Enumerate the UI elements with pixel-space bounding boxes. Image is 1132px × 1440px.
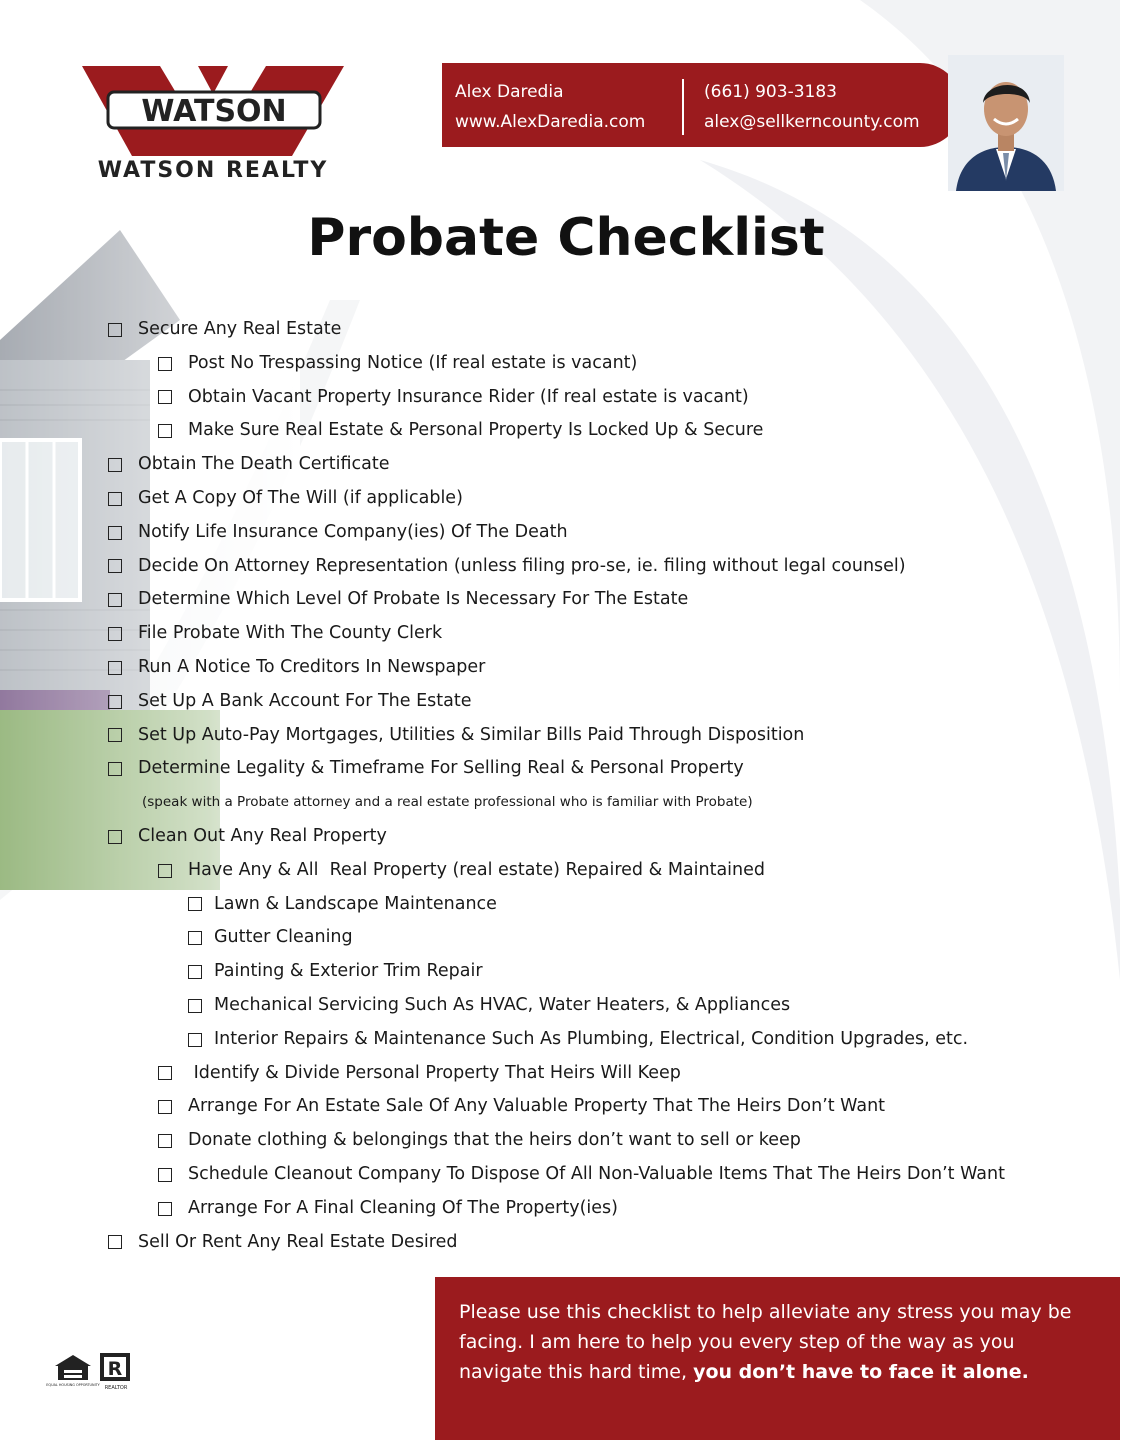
checkbox-icon[interactable]: [108, 458, 122, 472]
checklist-item: [108, 1057, 1005, 1091]
callout-text: Please use this checklist to help alleviate any stress you may be facing. I am here to help you every step of the way as you navigate this hard time,: [459, 1301, 1072, 1383]
checklist-item-label: Determine Which Level Of Probate Is Necessary For The Estate: [138, 589, 689, 610]
checklist-item: [108, 617, 1005, 651]
svg-text:R: R: [107, 1358, 123, 1380]
agent-name: Alex Daredia: [455, 82, 564, 102]
checkbox-icon[interactable]: [158, 1134, 172, 1148]
checklist-item: [108, 752, 1005, 786]
checklist-item: [108, 516, 1005, 550]
checkbox-icon[interactable]: [158, 1168, 172, 1182]
checklist-item-label: Clean Out Any Real Property: [138, 825, 387, 846]
checklist-item: [108, 313, 1005, 347]
checkbox-icon[interactable]: [108, 492, 122, 506]
checklist-item: [108, 347, 1005, 381]
checkbox-icon[interactable]: [108, 559, 122, 573]
checkbox-icon[interactable]: [158, 1100, 172, 1114]
checklist-item: [108, 448, 1005, 482]
checklist-item: [108, 854, 1005, 888]
checklist-item: [108, 685, 1005, 719]
checkbox-icon[interactable]: [188, 999, 202, 1013]
agent-phone-link[interactable]: (661) 903-3183: [704, 82, 837, 102]
checklist-item-label: Schedule Cleanout Company To Dispose Of All Non-Valuable Items That The Heirs Don’t Want: [188, 1163, 1005, 1184]
checklist-item: [108, 482, 1005, 516]
checklist-item-label: Lawn & Landscape Maintenance: [214, 893, 497, 914]
checklist-item-label: Gutter Cleaning: [214, 927, 353, 948]
checkbox-icon[interactable]: [158, 357, 172, 371]
checkbox-icon[interactable]: [108, 593, 122, 607]
checkbox-icon[interactable]: [188, 965, 202, 979]
agent-email-link[interactable]: alex@sellkerncounty.com: [704, 112, 920, 132]
checklist-item: [108, 414, 1005, 448]
checkbox-icon[interactable]: [188, 1033, 202, 1047]
checklist-item-label: Arrange For An Estate Sale Of Any Valuable Property That The Heirs Don’t Want: [188, 1096, 886, 1117]
checklist-item-label: Decide On Attorney Representation (unless filing pro-se, ie. filing without legal counsel): [138, 555, 906, 576]
checklist-item-label: Secure Any Real Estate: [138, 319, 342, 339]
checklist-item-label: Mechanical Servicing Such As HVAC, Water Heaters, & Appliances: [214, 994, 791, 1015]
equal-housing-icon: [46, 1352, 100, 1392]
checklist-item: [108, 1023, 1005, 1057]
checkbox-icon[interactable]: [108, 661, 122, 675]
checklist-item-label: Set Up Auto-Pay Mortgages, Utilities & Similar Bills Paid Through Disposition: [138, 724, 805, 745]
agent-portrait-icon: [948, 55, 1064, 191]
checklist-item: [108, 921, 1005, 955]
checklist-item: [108, 888, 1005, 922]
checklist-item: [108, 1192, 1005, 1226]
checklist-item: [108, 381, 1005, 415]
page-title: Probate Checklist: [307, 208, 825, 268]
checklist-item-label: Arrange For A Final Cleaning Of The Property(ies): [188, 1197, 618, 1218]
probate-checklist: [108, 313, 1005, 1259]
checkbox-icon[interactable]: [108, 830, 122, 844]
checklist-note: [108, 786, 1005, 820]
svg-text:REALTOR: REALTOR: [104, 1385, 128, 1391]
checkbox-icon[interactable]: [158, 1066, 172, 1080]
checkbox-icon[interactable]: [158, 424, 172, 438]
checklist-item-label: Post No Trespassing Notice (If real estate is vacant): [188, 352, 638, 373]
agent-phone-email: [704, 77, 920, 137]
checklist-item-label: Interior Repairs & Maintenance Such As Plumbing, Electrical, Condition Upgrades, etc.: [214, 1028, 969, 1049]
checklist-item: [108, 550, 1005, 584]
realtor-icon: [97, 1352, 135, 1392]
checklist-item: [108, 1124, 1005, 1158]
checklist-item: [108, 583, 1005, 617]
checklist-note-text: (speak with a Probate attorney and a real estate professional who is familiar with Probate): [142, 794, 753, 811]
encouragement-callout: [435, 1277, 1120, 1440]
checklist-item-label: Obtain Vacant Property Insurance Rider (If real estate is vacant): [188, 386, 749, 407]
checklist-item-label: Donate clothing & belongings that the heirs don’t want to sell or keep: [188, 1130, 801, 1151]
agent-contact-banner: [442, 63, 962, 147]
checkbox-icon[interactable]: [108, 695, 122, 709]
company-name: WATSON REALTY: [97, 158, 329, 183]
checkbox-icon[interactable]: [158, 1202, 172, 1216]
checklist-item-label: File Probate With The County Clerk: [138, 623, 443, 644]
checkbox-icon[interactable]: [108, 323, 122, 337]
agent-avatar: [948, 55, 1064, 191]
svg-text:EQUAL HOUSING OPPORTUNITY: EQUAL HOUSING OPPORTUNITY: [46, 1383, 100, 1387]
checkbox-icon[interactable]: [158, 390, 172, 404]
checklist-item-label: Have Any & All Real Property (real estate) Repaired & Maintained: [188, 859, 766, 880]
checkbox-icon[interactable]: [108, 627, 122, 641]
checklist-item: [108, 1090, 1005, 1124]
checklist-item: [108, 989, 1005, 1023]
checklist-item-label: Set Up A Bank Account For The Estate: [138, 690, 472, 711]
checklist-item-label: Get A Copy Of The Will (if applicable): [138, 487, 463, 508]
checkbox-icon[interactable]: [188, 897, 202, 911]
checklist-item-label: Identify & Divide Personal Property That Heirs Will Keep: [188, 1062, 681, 1083]
checklist-item: [108, 955, 1005, 989]
checkbox-icon[interactable]: [108, 762, 122, 776]
checklist-item-label: Determine Legality & Timeframe For Selling Real & Personal Property: [138, 758, 744, 779]
checklist-item-label: Notify Life Insurance Company(ies) Of The Death: [138, 521, 568, 542]
checkbox-icon[interactable]: [158, 864, 172, 878]
checklist-item: [108, 719, 1005, 753]
checklist-item: [108, 820, 1005, 854]
checkbox-icon[interactable]: [108, 526, 122, 540]
agent-website-link[interactable]: www.AlexDaredia.com: [455, 112, 646, 132]
checklist-item-label: Obtain The Death Certificate: [138, 454, 390, 475]
checkbox-icon[interactable]: [108, 1235, 122, 1249]
checklist-item-label: Sell Or Rent Any Real Estate Desired: [138, 1231, 458, 1252]
checklist-item: [108, 1226, 1005, 1260]
checklist-item-label: Painting & Exterior Trim Repair: [214, 961, 483, 982]
checklist-item-label: Make Sure Real Estate & Personal Property Is Locked Up & Secure: [188, 420, 764, 441]
svg-text:WATSON: WATSON: [141, 94, 287, 129]
contact-divider: [682, 79, 684, 135]
agent-name-website: [455, 77, 645, 137]
callout-emphasis: you don’t have to face it alone.: [693, 1361, 1029, 1383]
checkbox-icon[interactable]: [108, 728, 122, 742]
checklist-item-label: Run A Notice To Creditors In Newspaper: [138, 656, 486, 677]
checklist-item: [108, 1158, 1005, 1192]
checklist-item: [108, 651, 1005, 685]
checkbox-icon[interactable]: [188, 931, 202, 945]
